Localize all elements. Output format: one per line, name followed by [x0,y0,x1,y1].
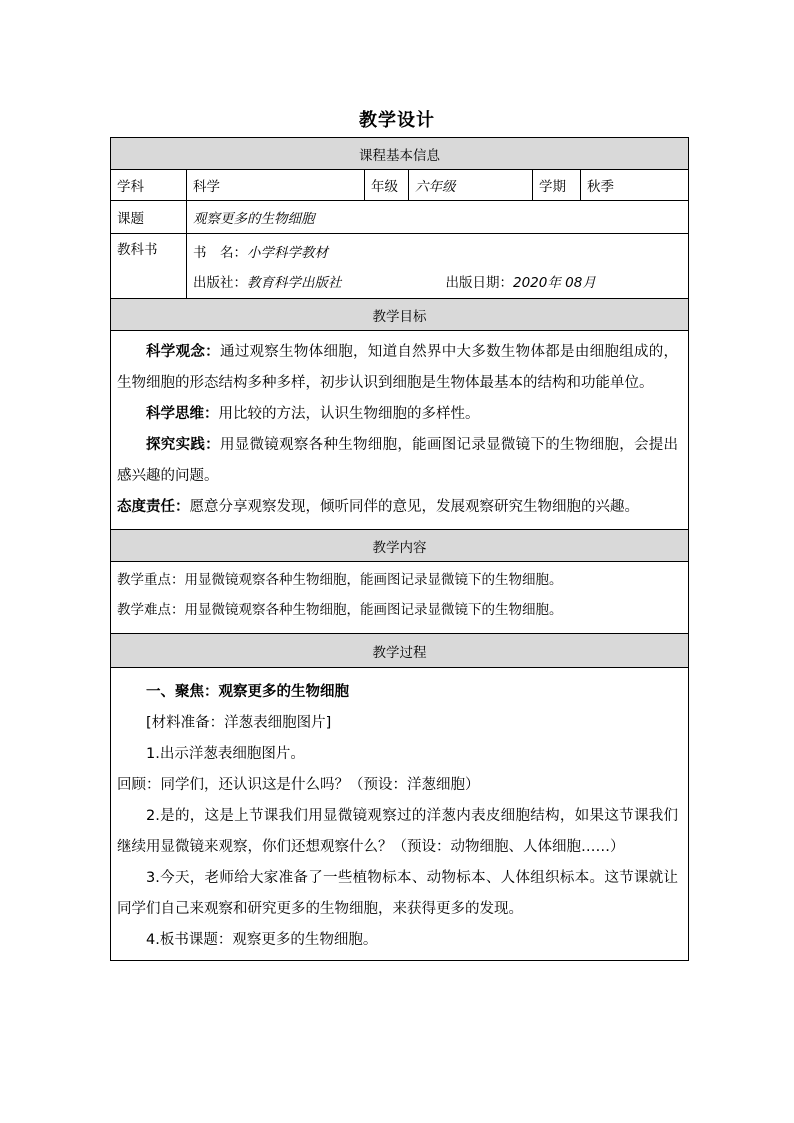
pub-date-label: 出版日期： [445,275,513,291]
topic-row [111,201,689,234]
difficult-point: 教学难点：用显微镜观察各种生物细胞，能画图记录显微镜下的生物细胞。 [117,602,563,618]
term-label: 学期 [533,170,581,201]
book-name-value: 小学科学教材 [247,245,328,261]
publisher-value: 教育科学出版社 [247,275,342,291]
subject-value: 科学 [187,170,365,201]
process-paragraph: 3.今天，老师给大家准备了一些植物标本、动物标本、人体组织标本。这节课就让同学们自己来观察和研究更多的生物细胞，来获得更多的发现。 [117,870,679,917]
publisher-label: 出版社： [193,275,247,291]
basic-info-row [111,170,689,201]
book-name-line [193,236,682,266]
content-cell [111,562,689,634]
textbook-label: 教科书 [111,234,187,299]
textbook-row [111,234,689,299]
section-content-header: 教学内容 [111,530,689,562]
section-process-header: 教学过程 [111,634,689,668]
objective-thinking: 科学思维：用比较的方法，认识生物细胞的多样性。 [146,406,480,422]
lesson-plan-table [110,137,689,961]
process-paragraph: 1.出示洋葱表细胞图片。 [146,746,305,762]
grade-value: 六年级 [409,170,533,201]
book-name-label: 书 名： [193,245,247,261]
subject-label: 学科 [111,170,187,201]
key-point: 教学重点：用显微镜观察各种生物细胞，能画图记录显微镜下的生物细胞。 [117,572,563,588]
process-cell [111,668,689,961]
objectives-cell [111,331,689,530]
objective-attitude: 态度责任：愿意分享观察发现，倾听同伴的意见，发展观察研究生物细胞的兴趣。 [117,499,639,515]
section-basic-info-header: 课程基本信息 [111,138,689,170]
pub-date-value: 2020年 08月 [513,275,596,291]
process-heading: 一、聚焦：观察更多的生物细胞 [146,684,349,700]
process-paragraph: [材料准备：洋葱表细胞图片] [146,715,332,731]
grade-label: 年级 [365,170,409,201]
objective-practice: 探究实践：用显微镜观察各种生物细胞，能画图记录显微镜下的生物细胞，会提出感兴趣的问题。 [117,437,679,484]
document-title: 教学设计 [359,110,435,131]
objective-concept: 科学观念：通过观察生物体细胞，知道自然界中大多数生物体都是由细胞组成的，生物细胞的形态结构多种多样，初步认识到细胞是生物体最基本的结构和功能单位。 [117,344,679,391]
topic-value: 观察更多的生物细胞 [187,201,689,234]
process-paragraph: 回顾：同学们，还认识这是什么吗？（预设：洋葱细胞） [117,777,480,793]
term-value: 秋季 [581,170,689,201]
process-paragraph: 2.是的，这是上节课我们用显微镜观察过的洋葱内表皮细胞结构，如果这节课我们继续用显微镜来观察，你们还想观察什么？（预设：动物细胞、人体细胞……） [117,808,679,855]
process-paragraph: 4.板书课题：观察更多的生物细胞。 [146,932,378,948]
publisher-line [193,266,682,296]
topic-label: 课题 [111,201,187,234]
textbook-info [187,234,689,299]
section-objectives-header: 教学目标 [111,299,689,331]
